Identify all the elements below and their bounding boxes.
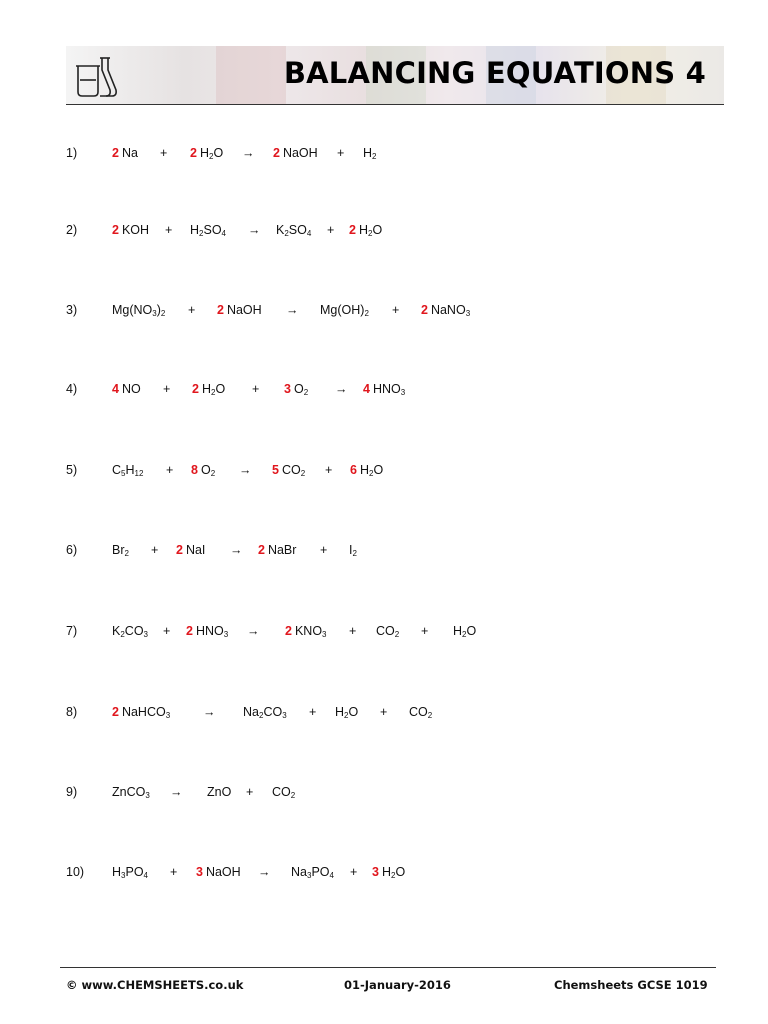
question-2 — [66, 220, 706, 240]
subscript: 2 — [300, 469, 306, 478]
formula: 2 NaOH — [217, 303, 262, 317]
question-number: 5) — [66, 463, 78, 477]
subscript: 3 — [165, 711, 171, 720]
formula: $I_2$ — [349, 543, 357, 558]
plus-sign: + — [165, 223, 173, 237]
formula: 2 NaI — [176, 543, 206, 557]
formula: $Mg(OH)_2$ — [320, 303, 369, 318]
question-number: 9) — [66, 785, 78, 799]
formula: ZnCO$_3$ — [112, 785, 150, 800]
subscript: 3 — [282, 711, 287, 720]
plus-sign: + — [163, 624, 171, 638]
formula: 3 $H_2O$ — [372, 865, 406, 880]
coefficient: 2 — [190, 146, 197, 160]
formula: $H_2O$ — [335, 705, 359, 720]
formula: 3 NaOH — [196, 865, 241, 879]
subscript: 2 — [258, 711, 264, 720]
formula: 2 $H_2O$ — [190, 146, 224, 161]
coefficient: 2 — [112, 146, 119, 160]
reaction-arrow: → — [242, 146, 255, 160]
subscript: 2 — [390, 871, 396, 880]
reaction-arrow: → — [286, 303, 299, 317]
subscript: 3 — [121, 871, 126, 880]
coefficient: 5 — [272, 463, 279, 477]
question-number: 7) — [66, 624, 78, 638]
coefficient: 6 — [350, 463, 357, 477]
subscript: 2 — [120, 630, 125, 639]
subscript: 2 — [394, 630, 400, 639]
subscript: 2 — [462, 630, 467, 639]
reaction-arrow: → — [258, 865, 271, 879]
coefficient: 3 — [196, 865, 203, 879]
subscript: 5 — [121, 469, 126, 478]
formula: 6 $H_2O$ — [350, 463, 384, 478]
formula: 2 NaBr — [258, 543, 297, 557]
subscript: 3 — [143, 630, 148, 639]
formula: 2 $H_2O$ — [349, 223, 383, 238]
plus-sign: + — [166, 463, 174, 477]
plus-sign: + — [380, 705, 388, 719]
question-number: 1) — [66, 146, 78, 160]
coefficient: 2 — [192, 382, 199, 396]
formula: $CO_2$ — [376, 624, 400, 639]
subscript: 2 — [124, 549, 129, 558]
formula: $Na_3PO_4$ — [291, 865, 334, 880]
coefficient: 2 — [112, 223, 119, 237]
footer-sheet-id: Chemsheets GCSE 1019 — [554, 978, 708, 992]
subscript: 2 — [199, 229, 204, 238]
subscript: 2 — [367, 229, 373, 238]
page-title: BALANCING EQUATIONS 4 — [283, 56, 706, 90]
question-6 — [66, 540, 706, 560]
lab-glassware-icon — [72, 54, 118, 98]
reaction-arrow: → — [335, 382, 348, 396]
question-number: 4) — [66, 382, 78, 396]
formula: $Mg(NO_3)_2$ — [112, 303, 166, 318]
reaction-arrow: → — [248, 223, 261, 237]
formula: 5 $CO_2$ — [272, 463, 306, 478]
question-number: 8) — [66, 705, 78, 719]
subscript: 2 — [372, 152, 377, 161]
formula: $K_2SO_4$ — [276, 223, 312, 238]
coefficient: 8 — [191, 463, 198, 477]
coefficient: 2 — [273, 146, 280, 160]
coefficient: 2 — [285, 624, 292, 638]
coefficient: 3 — [284, 382, 291, 396]
coefficient: 2 — [112, 705, 119, 719]
formula: 4 NO — [112, 382, 141, 396]
plus-sign: + — [252, 382, 260, 396]
question-number: 6) — [66, 543, 78, 557]
footer-date: 01-January-2016 — [344, 978, 451, 992]
coefficient: 2 — [258, 543, 265, 557]
subscript: 2 — [284, 229, 289, 238]
subscript: 4 — [143, 871, 148, 880]
page-header — [66, 46, 724, 105]
formula: ZnO — [207, 785, 232, 799]
plus-sign: + — [163, 382, 171, 396]
reaction-arrow: → — [247, 624, 260, 638]
question-number: 10) — [66, 865, 85, 879]
subscript: 3 — [465, 309, 471, 318]
coefficient: 2 — [349, 223, 356, 237]
question-number: 2) — [66, 223, 78, 237]
coefficient: 2 — [176, 543, 183, 557]
plus-sign: + — [151, 543, 159, 557]
formula: 3 $O_2$ — [284, 382, 309, 397]
subscript: 4 — [329, 871, 334, 880]
plus-sign: + — [350, 865, 358, 879]
question-8 — [66, 702, 706, 722]
formula: 2 Na — [112, 146, 138, 160]
formula: $H_2SO_4$ — [190, 223, 226, 238]
plus-sign: + — [309, 705, 317, 719]
coefficient: 4 — [363, 382, 370, 396]
reaction-arrow: → — [170, 785, 183, 799]
plus-sign: + — [188, 303, 196, 317]
subscript: 2 — [210, 469, 216, 478]
subscript: 3 — [145, 791, 150, 800]
question-1 — [66, 143, 706, 163]
formula: 2 NaNO$_3$ — [421, 303, 471, 318]
footer-website: © www.CHEMSHEETS.co.uk — [66, 978, 244, 992]
subscript: 4 — [221, 229, 226, 238]
question-10 — [66, 862, 706, 882]
subscript: 4 — [306, 229, 312, 238]
subscript: 2 — [160, 309, 166, 318]
subscript: 2 — [427, 711, 433, 720]
question-number: 3) — [66, 303, 78, 317]
coefficient: 3 — [372, 865, 379, 879]
plus-sign: + — [327, 223, 335, 237]
subscript: 2 — [368, 469, 374, 478]
formula: $CO_2$ — [272, 785, 296, 800]
question-9 — [66, 782, 706, 802]
subscript: 3 — [223, 630, 229, 639]
formula: $K_2CO_3$ — [112, 624, 148, 639]
plus-sign: + — [392, 303, 400, 317]
formula: 2 NaHCO$_3$ — [112, 705, 171, 720]
subscript: 2 — [208, 152, 214, 161]
coefficient: 2 — [421, 303, 428, 317]
formula: $Na_2CO_3$ — [243, 705, 287, 720]
plus-sign: + — [325, 463, 333, 477]
header-decoration — [216, 46, 286, 104]
plus-sign: + — [320, 543, 328, 557]
coefficient: 4 — [112, 382, 119, 396]
subscript: 3 — [306, 871, 312, 880]
formula: 8 $O_2$ — [191, 463, 216, 478]
question-3 — [66, 300, 706, 320]
subscript: 3 — [322, 630, 327, 639]
plus-sign: + — [170, 865, 178, 879]
coefficient: 2 — [217, 303, 224, 317]
question-4 — [66, 379, 706, 399]
formula: $H_2$ — [363, 146, 377, 161]
subscript: 2 — [210, 388, 216, 397]
question-7 — [66, 621, 706, 641]
coefficient: 2 — [186, 624, 193, 638]
formula: 2 $KNO_3$ — [285, 624, 327, 639]
reaction-arrow: → — [239, 463, 252, 477]
formula: $H_3PO_4$ — [112, 865, 148, 880]
subscript: 2 — [364, 309, 369, 318]
plus-sign: + — [349, 624, 357, 638]
subscript: 2 — [352, 549, 357, 558]
reaction-arrow: → — [230, 543, 243, 557]
plus-sign: + — [246, 785, 254, 799]
subscript: 3 — [400, 388, 406, 397]
footer-divider — [60, 967, 716, 968]
subscript: 12 — [134, 469, 144, 478]
formula: 2 $H_2O$ — [192, 382, 226, 397]
plus-sign: + — [421, 624, 429, 638]
subscript: 2 — [344, 711, 349, 720]
formula: $CO_2$ — [409, 705, 433, 720]
formula: $H_2O$ — [453, 624, 477, 639]
question-5 — [66, 460, 706, 480]
subscript: 2 — [303, 388, 309, 397]
formula: 2 KOH — [112, 223, 150, 237]
formula: 2 NaOH — [273, 146, 318, 160]
formula: $Br_2$ — [112, 543, 129, 558]
formula: 2 $HNO_3$ — [186, 624, 229, 639]
plus-sign: + — [160, 146, 168, 160]
formula: $C_5H_{12}$ — [112, 463, 144, 478]
subscript: 2 — [290, 791, 296, 800]
plus-sign: + — [337, 146, 345, 160]
subscript: 3 — [152, 309, 157, 318]
formula: 4 $HNO_3$ — [363, 382, 406, 397]
reaction-arrow: → — [203, 705, 216, 719]
